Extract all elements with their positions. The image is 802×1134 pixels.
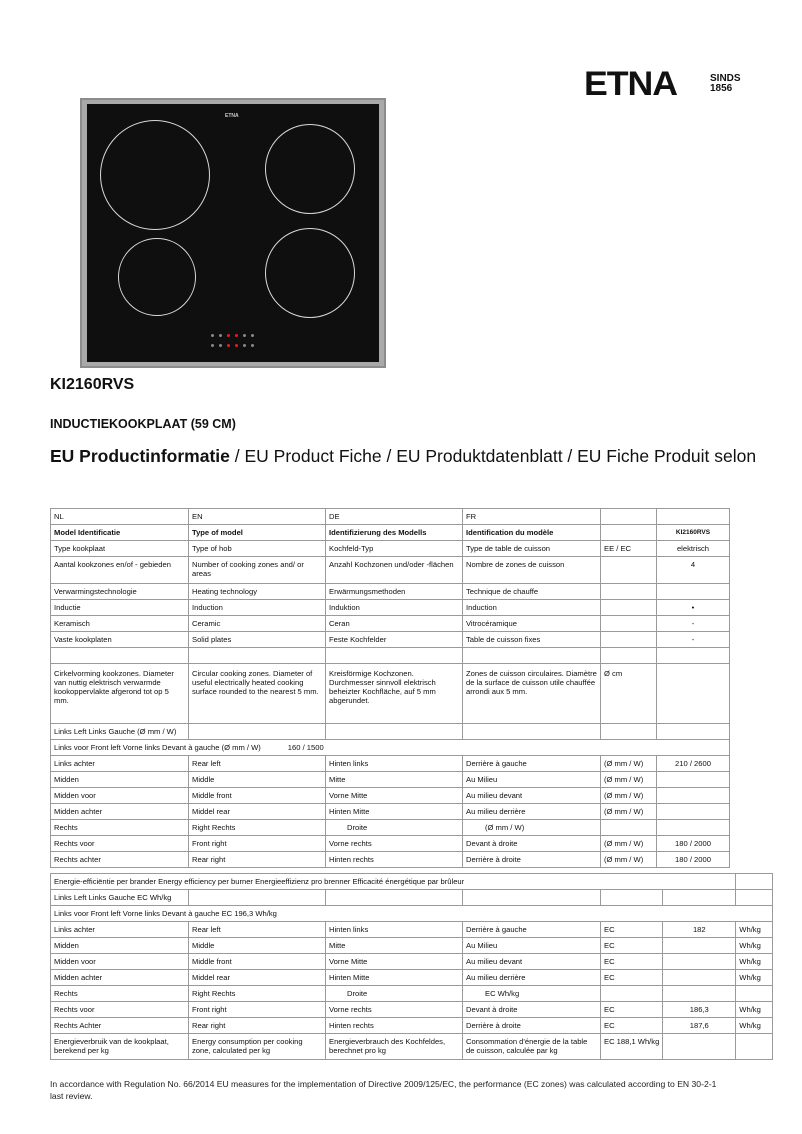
- table-cell: Energieverbrauch des Kochfeldes, berechnet pro kg: [326, 1034, 463, 1060]
- table-cell: Links Left Links Gauche (Ø mm / W): [51, 724, 189, 740]
- table-cell: [663, 970, 736, 986]
- table-cell: Middel rear: [189, 804, 326, 820]
- table-cell: [663, 986, 736, 1002]
- hob-glass: [87, 104, 379, 362]
- table-cell: (Ø mm / W): [601, 836, 657, 852]
- table-cell: [189, 648, 326, 664]
- table-cell: [326, 890, 463, 906]
- table-cell: [657, 584, 730, 600]
- table-cell: Au milieu derrière: [463, 970, 601, 986]
- table-cell: Anzahl Kochzonen und/oder -flächen: [326, 557, 463, 584]
- table-cell: [663, 890, 736, 906]
- table-cell: 180 / 2000: [657, 836, 730, 852]
- table-row: [51, 788, 730, 804]
- table-cell: Wh/kg: [736, 970, 773, 986]
- table-cell: Cirkelvorming kookzones. Diameter van nuttig elektrisch verwarmde kookoppervlakte afgerond tot op 5 mm.: [51, 664, 189, 724]
- table-cell: Droite: [326, 986, 463, 1002]
- table-cell: Middle: [189, 772, 326, 788]
- table-cell: Induction: [463, 600, 601, 616]
- table-cell: [657, 820, 730, 836]
- table-cell: [601, 648, 657, 664]
- table-cell: Mitte: [326, 938, 463, 954]
- table-cell: [601, 986, 663, 1002]
- table-cell: Type de table de cuisson: [463, 541, 601, 557]
- table-row: [51, 584, 730, 600]
- table-cell: Devant à droite: [463, 836, 601, 852]
- table-cell: Midden achter: [51, 804, 189, 820]
- table-cell: [326, 724, 463, 740]
- page-headline: [50, 446, 756, 467]
- table-cell: Hinten links: [326, 756, 463, 772]
- table-cell: Model Identificatie: [51, 525, 189, 541]
- table-cell: [189, 890, 326, 906]
- brand-logo: [584, 64, 746, 104]
- table-row: [51, 1002, 773, 1018]
- table-row: [51, 938, 773, 954]
- table-cell: [463, 724, 601, 740]
- table-cell: 182: [663, 922, 736, 938]
- energy-header-row: [51, 874, 773, 890]
- table-cell: Wh/kg: [736, 954, 773, 970]
- table-cell: Number of cooking zones and/ or areas: [189, 557, 326, 584]
- hob-brand-label: ETNA: [225, 113, 239, 119]
- spec-table-cooking-zones: [50, 508, 730, 868]
- table-cell: 4: [657, 557, 730, 584]
- table-cell: Middel rear: [189, 970, 326, 986]
- table-cell: Midden voor: [51, 788, 189, 804]
- table-cell: Rear right: [189, 852, 326, 868]
- table-cell: Rechts: [51, 986, 189, 1002]
- table-cell: Aantal kookzones en/of - gebieden: [51, 557, 189, 584]
- table-cell: (Ø mm / W): [601, 756, 657, 772]
- headline-bold: EU Productinformatie: [50, 446, 230, 466]
- table-cell: Au milieu devant: [463, 954, 601, 970]
- logo-since-label: SINDS: [710, 73, 741, 84]
- table-cell: EC: [601, 954, 663, 970]
- table-cell: Type of hob: [189, 541, 326, 557]
- table-cell: Links achter: [51, 756, 189, 772]
- table-cell: -: [657, 632, 730, 648]
- table-cell: [663, 954, 736, 970]
- table-cell: Links achter: [51, 922, 189, 938]
- table-cell: [601, 616, 657, 632]
- spec-table-energy: [50, 873, 773, 1060]
- table-row: [51, 836, 730, 852]
- table-cell: Hinten rechts: [326, 1018, 463, 1034]
- table-cell: Derrière à gauche: [463, 756, 601, 772]
- table-row: [51, 541, 730, 557]
- table-cell: Middle front: [189, 954, 326, 970]
- table-cell: [601, 600, 657, 616]
- table-cell: [663, 1034, 736, 1060]
- table-cell: Type kookplaat: [51, 541, 189, 557]
- table-cell: Rechts Achter: [51, 1018, 189, 1034]
- table-cell: Midden: [51, 772, 189, 788]
- table-cell: -: [657, 616, 730, 632]
- table-cell: 187,6: [663, 1018, 736, 1034]
- table-row: [51, 632, 730, 648]
- table-cell: Rear left: [189, 756, 326, 772]
- table-cell: Kochfeld-Typ: [326, 541, 463, 557]
- table-cell: Middle front: [189, 788, 326, 804]
- spacer-row: [51, 648, 730, 664]
- table-cell: [601, 724, 657, 740]
- table-cell: EC: [601, 1018, 663, 1034]
- table-cell: Energy consumption per cooking zone, calculated per kg: [189, 1034, 326, 1060]
- table-cell: (Ø mm / W): [601, 852, 657, 868]
- table-cell: [657, 804, 730, 820]
- table-cell: Wh/kg: [736, 922, 773, 938]
- table-cell: (Ø mm / W): [601, 788, 657, 804]
- table-cell: EC 188,1 Wh/kg: [601, 1034, 663, 1060]
- links-front-value: 160 / 1500: [287, 743, 324, 752]
- table-cell: Front right: [189, 1002, 326, 1018]
- table-row: [51, 986, 773, 1002]
- table-cell: [601, 584, 657, 600]
- model-number: KI2160RVS: [50, 376, 135, 393]
- table-cell: [736, 874, 773, 890]
- table-row: [51, 756, 730, 772]
- table-cell: KI2160RVS: [657, 525, 730, 541]
- table-cell: Rechts achter: [51, 852, 189, 868]
- table-cell: Technique de chauffe: [463, 584, 601, 600]
- table-cell: Hinten rechts: [326, 852, 463, 868]
- table-cell: EC Wh/kg: [463, 986, 601, 1002]
- table-cell: Rear right: [189, 1018, 326, 1034]
- table-cell: (Ø mm / W): [601, 804, 657, 820]
- table-cell: EE / EC: [601, 541, 657, 557]
- table-cell: [657, 664, 730, 724]
- logo-since-year: 1856: [710, 83, 733, 94]
- table-cell: Front right: [189, 836, 326, 852]
- table-cell: Wh/kg: [736, 1002, 773, 1018]
- table-cell: Vitrocéramique: [463, 616, 601, 632]
- table-cell: Rear left: [189, 922, 326, 938]
- links-front-text: Links voor Front left Vorne links Devant à gauche (Ø mm / W): [54, 743, 261, 752]
- table-cell: •: [657, 600, 730, 616]
- table-cell: Kreisförmige Kochzonen. Durchmesser sinnvoll elektrisch beheizter Kochfläche, auf 5 mm abgerundet.: [326, 664, 463, 724]
- table-cell: [463, 648, 601, 664]
- product-subtitle: INDUCTIEKOOKPLAAT (59 CM): [50, 417, 236, 431]
- headline-rest: / EU Product Fiche / EU Produktdatenblatt / EU Fiche Produit selon: [229, 446, 757, 466]
- table-cell: [189, 724, 326, 740]
- table-row: [51, 600, 730, 616]
- table-cell: Right Rechts: [189, 820, 326, 836]
- table-cell: EC: [601, 970, 663, 986]
- table-cell: 210 / 2600: [657, 756, 730, 772]
- table-row: [51, 954, 773, 970]
- table-cell: Links voor Front left Vorne links Devant à gauche EC 196,3 Wh/kg: [51, 906, 773, 922]
- table-cell: [601, 890, 663, 906]
- table-cell: (Ø mm / W): [463, 820, 601, 836]
- table-cell: Induktion: [326, 600, 463, 616]
- table-cell: Rechts: [51, 820, 189, 836]
- table-cell: Hinten links: [326, 922, 463, 938]
- table-cell: Au milieu derrière: [463, 804, 601, 820]
- table-cell: Type of model: [189, 525, 326, 541]
- table-cell: Au Milieu: [463, 772, 601, 788]
- table-cell: Vorne rechts: [326, 1002, 463, 1018]
- touch-controls: [211, 333, 261, 353]
- table-cell: [736, 1034, 773, 1060]
- table-cell: EC: [601, 1002, 663, 1018]
- table-cell: Midden: [51, 938, 189, 954]
- table-cell: EC: [601, 922, 663, 938]
- table-cell: Ceramic: [189, 616, 326, 632]
- table-cell: [736, 890, 773, 906]
- table-cell: Right Rechts: [189, 986, 326, 1002]
- table-cell: Table de cuisson fixes: [463, 632, 601, 648]
- table-cell: Au milieu devant: [463, 788, 601, 804]
- table-cell: [326, 648, 463, 664]
- table-cell: Identifizierung des Modells: [326, 525, 463, 541]
- cooking-zone-front-right: [265, 228, 355, 318]
- table-cell: [657, 509, 730, 525]
- table-cell: Midden achter: [51, 970, 189, 986]
- table-cell: DE: [326, 509, 463, 525]
- table-row: [51, 1018, 773, 1034]
- table-row: [51, 772, 730, 788]
- table-cell: Derrière à gauche: [463, 922, 601, 938]
- table-row: [51, 852, 730, 868]
- table-cell: Derrière à droite: [463, 1018, 601, 1034]
- table-cell: EC: [601, 938, 663, 954]
- table-cell: Consommation d'énergie de la table de cuisson, calculée par kg: [463, 1034, 601, 1060]
- table-row: [51, 616, 730, 632]
- table-cell: Hinten Mitte: [326, 970, 463, 986]
- table-cell: Vorne Mitte: [326, 954, 463, 970]
- table-row: [51, 820, 730, 836]
- table-cell: Droite: [326, 820, 463, 836]
- table-cell: [51, 648, 189, 664]
- table-cell: Feste Kochfelder: [326, 632, 463, 648]
- model-row: [51, 525, 730, 541]
- table-cell: [657, 648, 730, 664]
- table-cell: Nombre de zones de cuisson: [463, 557, 601, 584]
- table-cell: [601, 632, 657, 648]
- table-cell: Induction: [189, 600, 326, 616]
- cooking-zone-rear-left: [100, 120, 210, 230]
- table-cell: (Ø mm / W): [601, 772, 657, 788]
- table-cell: Derrière à droite: [463, 852, 601, 868]
- cooking-zone-rear-right: [265, 124, 355, 214]
- table-cell: Heating technology: [189, 584, 326, 600]
- table-row: [51, 740, 730, 756]
- table-cell: Middle: [189, 938, 326, 954]
- table-cell: Energie-efficiëntie per brander Energy efficiency per burner Energieeffizienz pro brenner Efficacité énergétique par brûleur: [51, 874, 736, 890]
- table-cell: Identification du modèle: [463, 525, 601, 541]
- table-cell: [657, 788, 730, 804]
- product-image: [80, 98, 386, 368]
- table-cell: [663, 938, 736, 954]
- table-cell: Rechts voor: [51, 836, 189, 852]
- table-cell: Wh/kg: [736, 938, 773, 954]
- table-cell: 186,3: [663, 1002, 736, 1018]
- table-cell: 180 / 2000: [657, 852, 730, 868]
- table-cell: [736, 986, 773, 1002]
- logo-wordmark: ETNA: [584, 65, 677, 103]
- table-cell: Devant à droite: [463, 1002, 601, 1018]
- table-cell: Vorne rechts: [326, 836, 463, 852]
- table-cell: Au Milieu: [463, 938, 601, 954]
- table-cell: EN: [189, 509, 326, 525]
- table-row: [51, 724, 730, 740]
- table-header-row: [51, 509, 730, 525]
- table-cell: Inductie: [51, 600, 189, 616]
- table-cell: Vorne Mitte: [326, 788, 463, 804]
- diameter-row: [51, 664, 730, 724]
- table-cell: elektrisch: [657, 541, 730, 557]
- table-cell: Ceran: [326, 616, 463, 632]
- table-cell: Zones de cuisson circulaires. Diamètre de la surface de cuisson utile chauffée arrondi aux 5 mm.: [463, 664, 601, 724]
- table-cell: Circular cooking zones. Diameter of useful electrically heated cooking surface rounded to the nearest 5 mm.: [189, 664, 326, 724]
- table-cell: [51, 740, 730, 756]
- table-cell: Mitte: [326, 772, 463, 788]
- table-cell: Vaste kookplaten: [51, 632, 189, 648]
- table-cell: Ø cm: [601, 664, 657, 724]
- regulation-footnote: In accordance with Regulation No. 66/2014 EU measures for the implementation of Directive 2009/125/EC, the performance (EC zones) was calculated according to EN 30-2-1 last review.: [50, 1079, 717, 1101]
- table-cell: Erwärmungsmethoden: [326, 584, 463, 600]
- table-cell: [601, 820, 657, 836]
- table-cell: FR: [463, 509, 601, 525]
- table-row: [51, 890, 773, 906]
- cooking-zone-front-left: [118, 238, 196, 316]
- table-cell: [463, 890, 601, 906]
- table-cell: [657, 772, 730, 788]
- logo-since: [710, 74, 741, 94]
- table-cell: Rechts voor: [51, 1002, 189, 1018]
- table-row: [51, 804, 730, 820]
- table-cell: Wh/kg: [736, 1018, 773, 1034]
- table-cell: [601, 525, 657, 541]
- table-row: [51, 970, 773, 986]
- table-cell: [657, 724, 730, 740]
- table-cell: Verwarmingstechnologie: [51, 584, 189, 600]
- table-cell: [601, 557, 657, 584]
- table-row: [51, 906, 773, 922]
- table-cell: Links Left Links Gauche EC Wh/kg: [51, 890, 189, 906]
- table-cell: NL: [51, 509, 189, 525]
- table-cell: Solid plates: [189, 632, 326, 648]
- table-cell: [601, 509, 657, 525]
- table-cell: Keramisch: [51, 616, 189, 632]
- consumption-row: [51, 1034, 773, 1060]
- table-cell: Midden voor: [51, 954, 189, 970]
- table-cell: Energieverbruik van de kookplaat, berekend per kg: [51, 1034, 189, 1060]
- table-row: [51, 922, 773, 938]
- table-row: [51, 557, 730, 584]
- table-cell: Hinten Mitte: [326, 804, 463, 820]
